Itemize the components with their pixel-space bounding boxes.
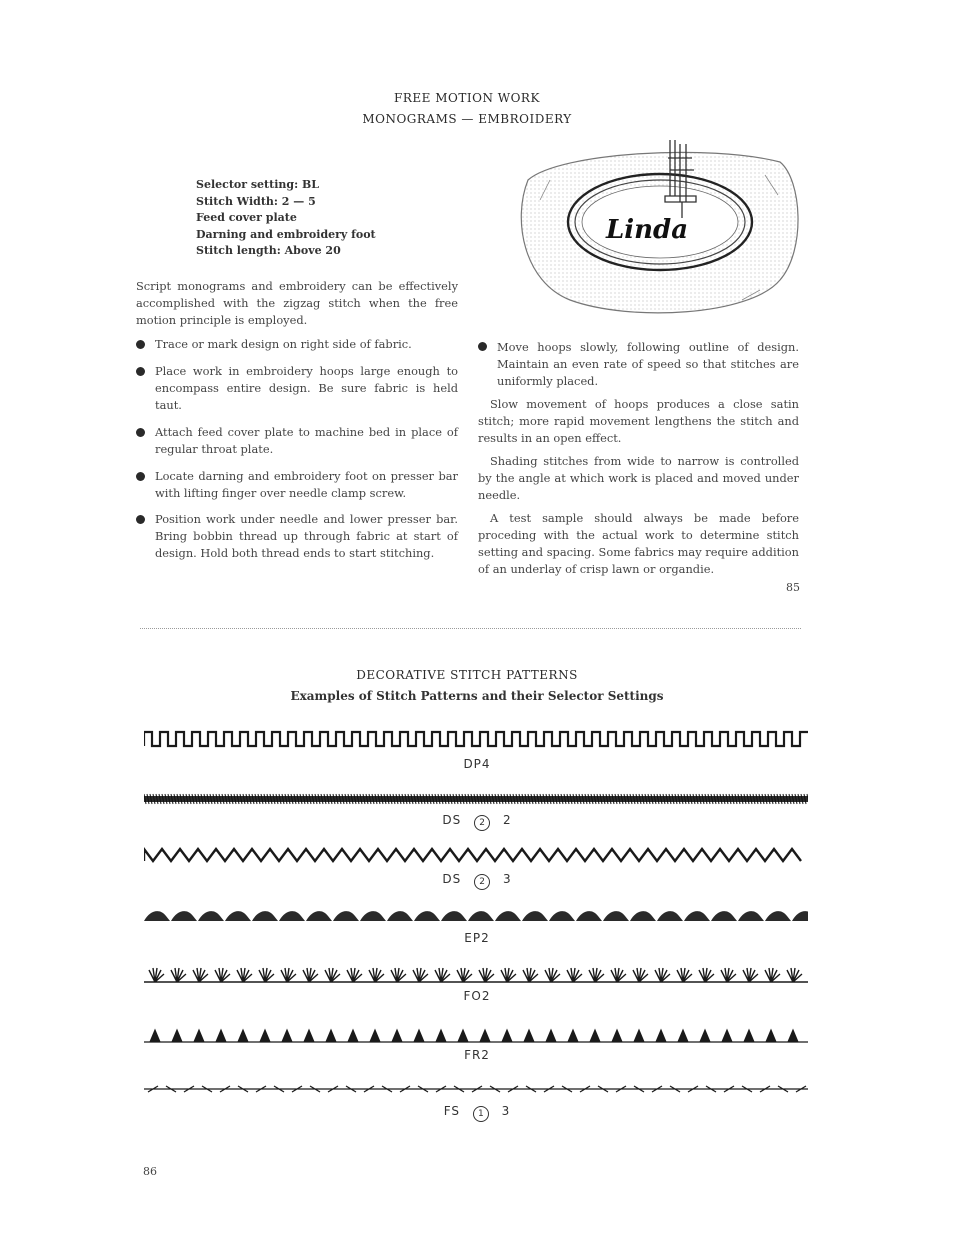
- monogram-text: Linda: [606, 215, 689, 245]
- setting-selector: Selector setting: BL: [196, 178, 320, 191]
- stitch-mark: [486, 1086, 504, 1092]
- stitch-mark: [210, 968, 232, 982]
- section-subtitle: MONOGRAMS — EMBROIDERY: [362, 112, 572, 126]
- section-title: FREE MOTION WORK: [394, 91, 540, 105]
- stitch-mark: [522, 1086, 540, 1092]
- pattern-code: EP2: [464, 931, 490, 945]
- stitch-sample-ep2: [144, 908, 808, 924]
- pattern-setting: 3: [502, 872, 512, 886]
- stitch-mark: [320, 968, 342, 982]
- stitch-mark: [774, 1086, 792, 1092]
- stitch-mark: [234, 1086, 252, 1092]
- stitch-mark: [756, 1086, 774, 1092]
- stitch-mark: [738, 1086, 756, 1092]
- pattern-setting: 3: [501, 1104, 511, 1118]
- stitch-mark: [270, 1086, 288, 1092]
- stitch-mark: [452, 968, 474, 982]
- stitch-mark: [232, 1030, 254, 1042]
- stitch-mark: [414, 1086, 432, 1092]
- setting-foot: Darning and embroidery foot: [196, 227, 376, 241]
- stitch-mark: [166, 1030, 188, 1042]
- stitch-mark: [549, 911, 575, 921]
- pattern-label: [0, 989, 954, 1003]
- stitch-mark: [387, 911, 413, 921]
- bullet-icon: [478, 342, 487, 351]
- stitch-mark: [360, 911, 386, 921]
- stitch-sample-fr2: [144, 1027, 808, 1045]
- stitch-mark: [276, 1030, 298, 1042]
- stitch-mark: [584, 968, 606, 982]
- stitch-mark: [225, 911, 251, 921]
- pattern-label: [0, 813, 954, 831]
- stitch-mark: [558, 1086, 576, 1092]
- stitch-mark: [540, 968, 562, 982]
- stitch-mark: [522, 911, 548, 921]
- stitch-mark: [276, 968, 298, 982]
- stitch-mark: [594, 1086, 612, 1092]
- stitch-mark: [342, 1030, 364, 1042]
- setting-stitch-length: Stitch length: Above 20: [196, 244, 341, 257]
- bullet-icon: [136, 472, 145, 481]
- stitch-mark: [144, 1086, 162, 1092]
- stitch-mark: [396, 1086, 414, 1092]
- intro-paragraph: Script monograms and embroidery can be effectively accomplished with the zigzag stitch when the free motion principle is employed.: [136, 279, 458, 327]
- stitch-mark: [188, 968, 210, 982]
- stitch-mark: [804, 1030, 808, 1042]
- stitch-mark: [628, 968, 650, 982]
- stitch-mark: [540, 1086, 558, 1092]
- stitch-mark: [666, 1086, 684, 1092]
- stitch-mark: [650, 1030, 672, 1042]
- bullet-icon: [136, 428, 145, 437]
- stitch-mark: [320, 1030, 342, 1042]
- stitch-mark: [432, 1086, 450, 1092]
- section-subtitle: Examples of Stitch Patterns and their Selector Settings: [290, 689, 664, 703]
- stitch-mark: [180, 1086, 198, 1092]
- stitch-mark: [518, 968, 540, 982]
- stitch-mark: [210, 1030, 232, 1042]
- pattern-code: FO2: [463, 989, 491, 1003]
- stitch-mark: [716, 1030, 738, 1042]
- stitch-mark: [612, 1086, 630, 1092]
- stitch-mark: [441, 911, 467, 921]
- stitch-mark: [496, 1030, 518, 1042]
- stitch-mark: [716, 968, 738, 982]
- stitch-mark: [474, 968, 496, 982]
- stitch-mark: [468, 911, 494, 921]
- pattern-code: DS: [442, 872, 462, 886]
- stitch-mark: [468, 1086, 486, 1092]
- stitch-mark: [792, 911, 808, 921]
- stitch-mark: [298, 968, 320, 982]
- page-number: 86: [143, 1165, 157, 1178]
- pattern-code: DS: [442, 813, 462, 827]
- embroidery-hoop-illustration: [510, 140, 806, 330]
- section-title: DECORATIVE STITCH PATTERNS: [356, 668, 578, 682]
- stitch-mark: [540, 1030, 562, 1042]
- stitch-mark: [804, 968, 808, 982]
- paragraph-test-sample: A test sample should always be made before proceding with the actual work to determine stitch setting and spacing. Some fabrics may require addition of an underlay of crisp lawn or organdie.: [478, 511, 799, 576]
- stitch-mark: [584, 1030, 606, 1042]
- stitch-mark: [254, 968, 276, 982]
- stitch-mark: [711, 911, 737, 921]
- disc-number-icon: 2: [474, 874, 490, 890]
- stitch-mark: [198, 1086, 216, 1092]
- step-foot: Locate darning and embroidery foot on presser bar with lifting finger over needle clamp screw.: [155, 469, 458, 500]
- setting-stitch-width: Stitch Width: 2 — 5: [196, 194, 316, 208]
- pattern-code: FS: [443, 1104, 460, 1118]
- stitch-sample-dp4: [144, 729, 808, 749]
- step-hoops: Place work in embroidery hoops large enough to encompass entire design. Be sure fabric is held taut.: [155, 364, 458, 412]
- step-move-hoops: Move hoops slowly, following outline of design. Maintain an even rate of speed so that stitches are uniformly placed.: [497, 340, 799, 388]
- stitch-mark: [792, 1086, 808, 1092]
- stitch-mark: [672, 1030, 694, 1042]
- stitch-mark: [782, 1030, 804, 1042]
- stitch-mark: [171, 911, 197, 921]
- setting-feed-plate: Feed cover plate: [196, 211, 297, 224]
- stitch-mark: [684, 1086, 702, 1092]
- stitch-mark: [144, 911, 170, 921]
- stitch-sample-ds-2-2: [144, 793, 808, 805]
- stitch-mark: [562, 968, 584, 982]
- stitch-mark: [628, 1030, 650, 1042]
- stitch-mark: [162, 1086, 180, 1092]
- paragraph-shading: Shading stitches from wide to narrow is controlled by the angle at which work is placed and moved under needle.: [478, 454, 799, 502]
- stitch-sample-fs-1-3: [144, 1082, 808, 1096]
- stitch-mark: [188, 1030, 210, 1042]
- pattern-code: DP4: [463, 757, 491, 771]
- stitch-mark: [452, 1030, 474, 1042]
- pattern-code: FR2: [464, 1048, 490, 1062]
- bullet-icon: [136, 515, 145, 524]
- stitch-mark: [364, 1030, 386, 1042]
- stitch-mark: [684, 911, 710, 921]
- stitch-mark: [630, 911, 656, 921]
- disc-number-icon: 2: [474, 815, 490, 831]
- stitch-mark: [252, 911, 278, 921]
- stitch-mark: [342, 968, 364, 982]
- step-trace: Trace or mark design on right side of fabric.: [155, 337, 412, 351]
- stitch-mark: [414, 911, 440, 921]
- stitch-mark: [496, 968, 518, 982]
- stitch-mark: [306, 1086, 324, 1092]
- stitch-mark: [694, 968, 716, 982]
- stitch-sample-ds-2-3: [144, 846, 808, 864]
- stitch-mark: [144, 1030, 166, 1042]
- stitch-mark: [576, 1086, 594, 1092]
- stitch-mark: [166, 968, 188, 982]
- bullet-icon: [136, 340, 145, 349]
- stitch-mark: [298, 1030, 320, 1042]
- pattern-label: [0, 872, 954, 890]
- pattern-label: [0, 1104, 954, 1122]
- stitch-mark: [216, 1086, 234, 1092]
- stitch-mark: [198, 911, 224, 921]
- stitch-mark: [765, 911, 791, 921]
- stitch-mark: [430, 968, 452, 982]
- pattern-label: [0, 757, 954, 771]
- stitch-mark: [450, 1086, 468, 1092]
- stitch-mark: [648, 1086, 666, 1092]
- stitch-mark: [694, 1030, 716, 1042]
- disc-number-icon: 1: [473, 1106, 489, 1122]
- stitch-mark: [504, 1086, 522, 1092]
- stitch-mark: [279, 911, 305, 921]
- stitch-mark: [378, 1086, 396, 1092]
- stitch-mark: [630, 1086, 648, 1092]
- stitch-sample-fo2: [144, 966, 808, 984]
- stitch-mark: [232, 968, 254, 982]
- stitch-mark: [342, 1086, 360, 1092]
- stitch-mark: [782, 968, 804, 982]
- stitch-mark: [702, 1086, 720, 1092]
- stitch-mark: [144, 968, 166, 982]
- stitch-mark: [408, 1030, 430, 1042]
- stitch-mark: [738, 1030, 760, 1042]
- page-number: 85: [786, 581, 800, 594]
- stitch-mark: [603, 911, 629, 921]
- pattern-label: [0, 1048, 954, 1062]
- step-feed-plate: Attach feed cover plate to machine bed in place of regular throat plate.: [155, 425, 458, 456]
- stitch-mark: [562, 1030, 584, 1042]
- pattern-setting: 2: [502, 813, 512, 827]
- stitch-mark: [720, 1086, 738, 1092]
- stitch-mark: [306, 911, 332, 921]
- machine-settings: [196, 177, 376, 260]
- stitch-mark: [254, 1030, 276, 1042]
- stitch-mark: [518, 1030, 540, 1042]
- stitch-mark: [360, 1086, 378, 1092]
- stitch-mark: [738, 968, 760, 982]
- stitch-mark: [324, 1086, 342, 1092]
- bullet-icon: [136, 367, 145, 376]
- stitch-mark: [738, 911, 764, 921]
- stitch-mark: [606, 1030, 628, 1042]
- stitch-mark: [650, 968, 672, 982]
- stitch-mark: [252, 1086, 270, 1092]
- pattern-label: [0, 931, 954, 945]
- step-position: Position work under needle and lower presser bar. Bring bobbin thread up through fabric at start of design. Hold both thread ends to start stitching.: [155, 512, 458, 560]
- stitch-mark: [576, 911, 602, 921]
- stitch-mark: [672, 968, 694, 982]
- stitch-mark: [474, 1030, 496, 1042]
- stitch-mark: [430, 1030, 452, 1042]
- page-divider: [140, 628, 801, 629]
- stitch-mark: [760, 1030, 782, 1042]
- stitch-mark: [408, 968, 430, 982]
- paragraph-slow-movement: Slow movement of hoops produces a close satin stitch; more rapid movement lengthens the stitch and results in an open effect.: [478, 397, 799, 445]
- stitch-mark: [288, 1086, 306, 1092]
- stitch-mark: [657, 911, 683, 921]
- stitch-mark: [606, 968, 628, 982]
- stitch-mark: [495, 911, 521, 921]
- stitch-mark: [760, 968, 782, 982]
- stitch-mark: [364, 968, 386, 982]
- stitch-mark: [386, 1030, 408, 1042]
- stitch-mark: [386, 968, 408, 982]
- stitch-mark: [333, 911, 359, 921]
